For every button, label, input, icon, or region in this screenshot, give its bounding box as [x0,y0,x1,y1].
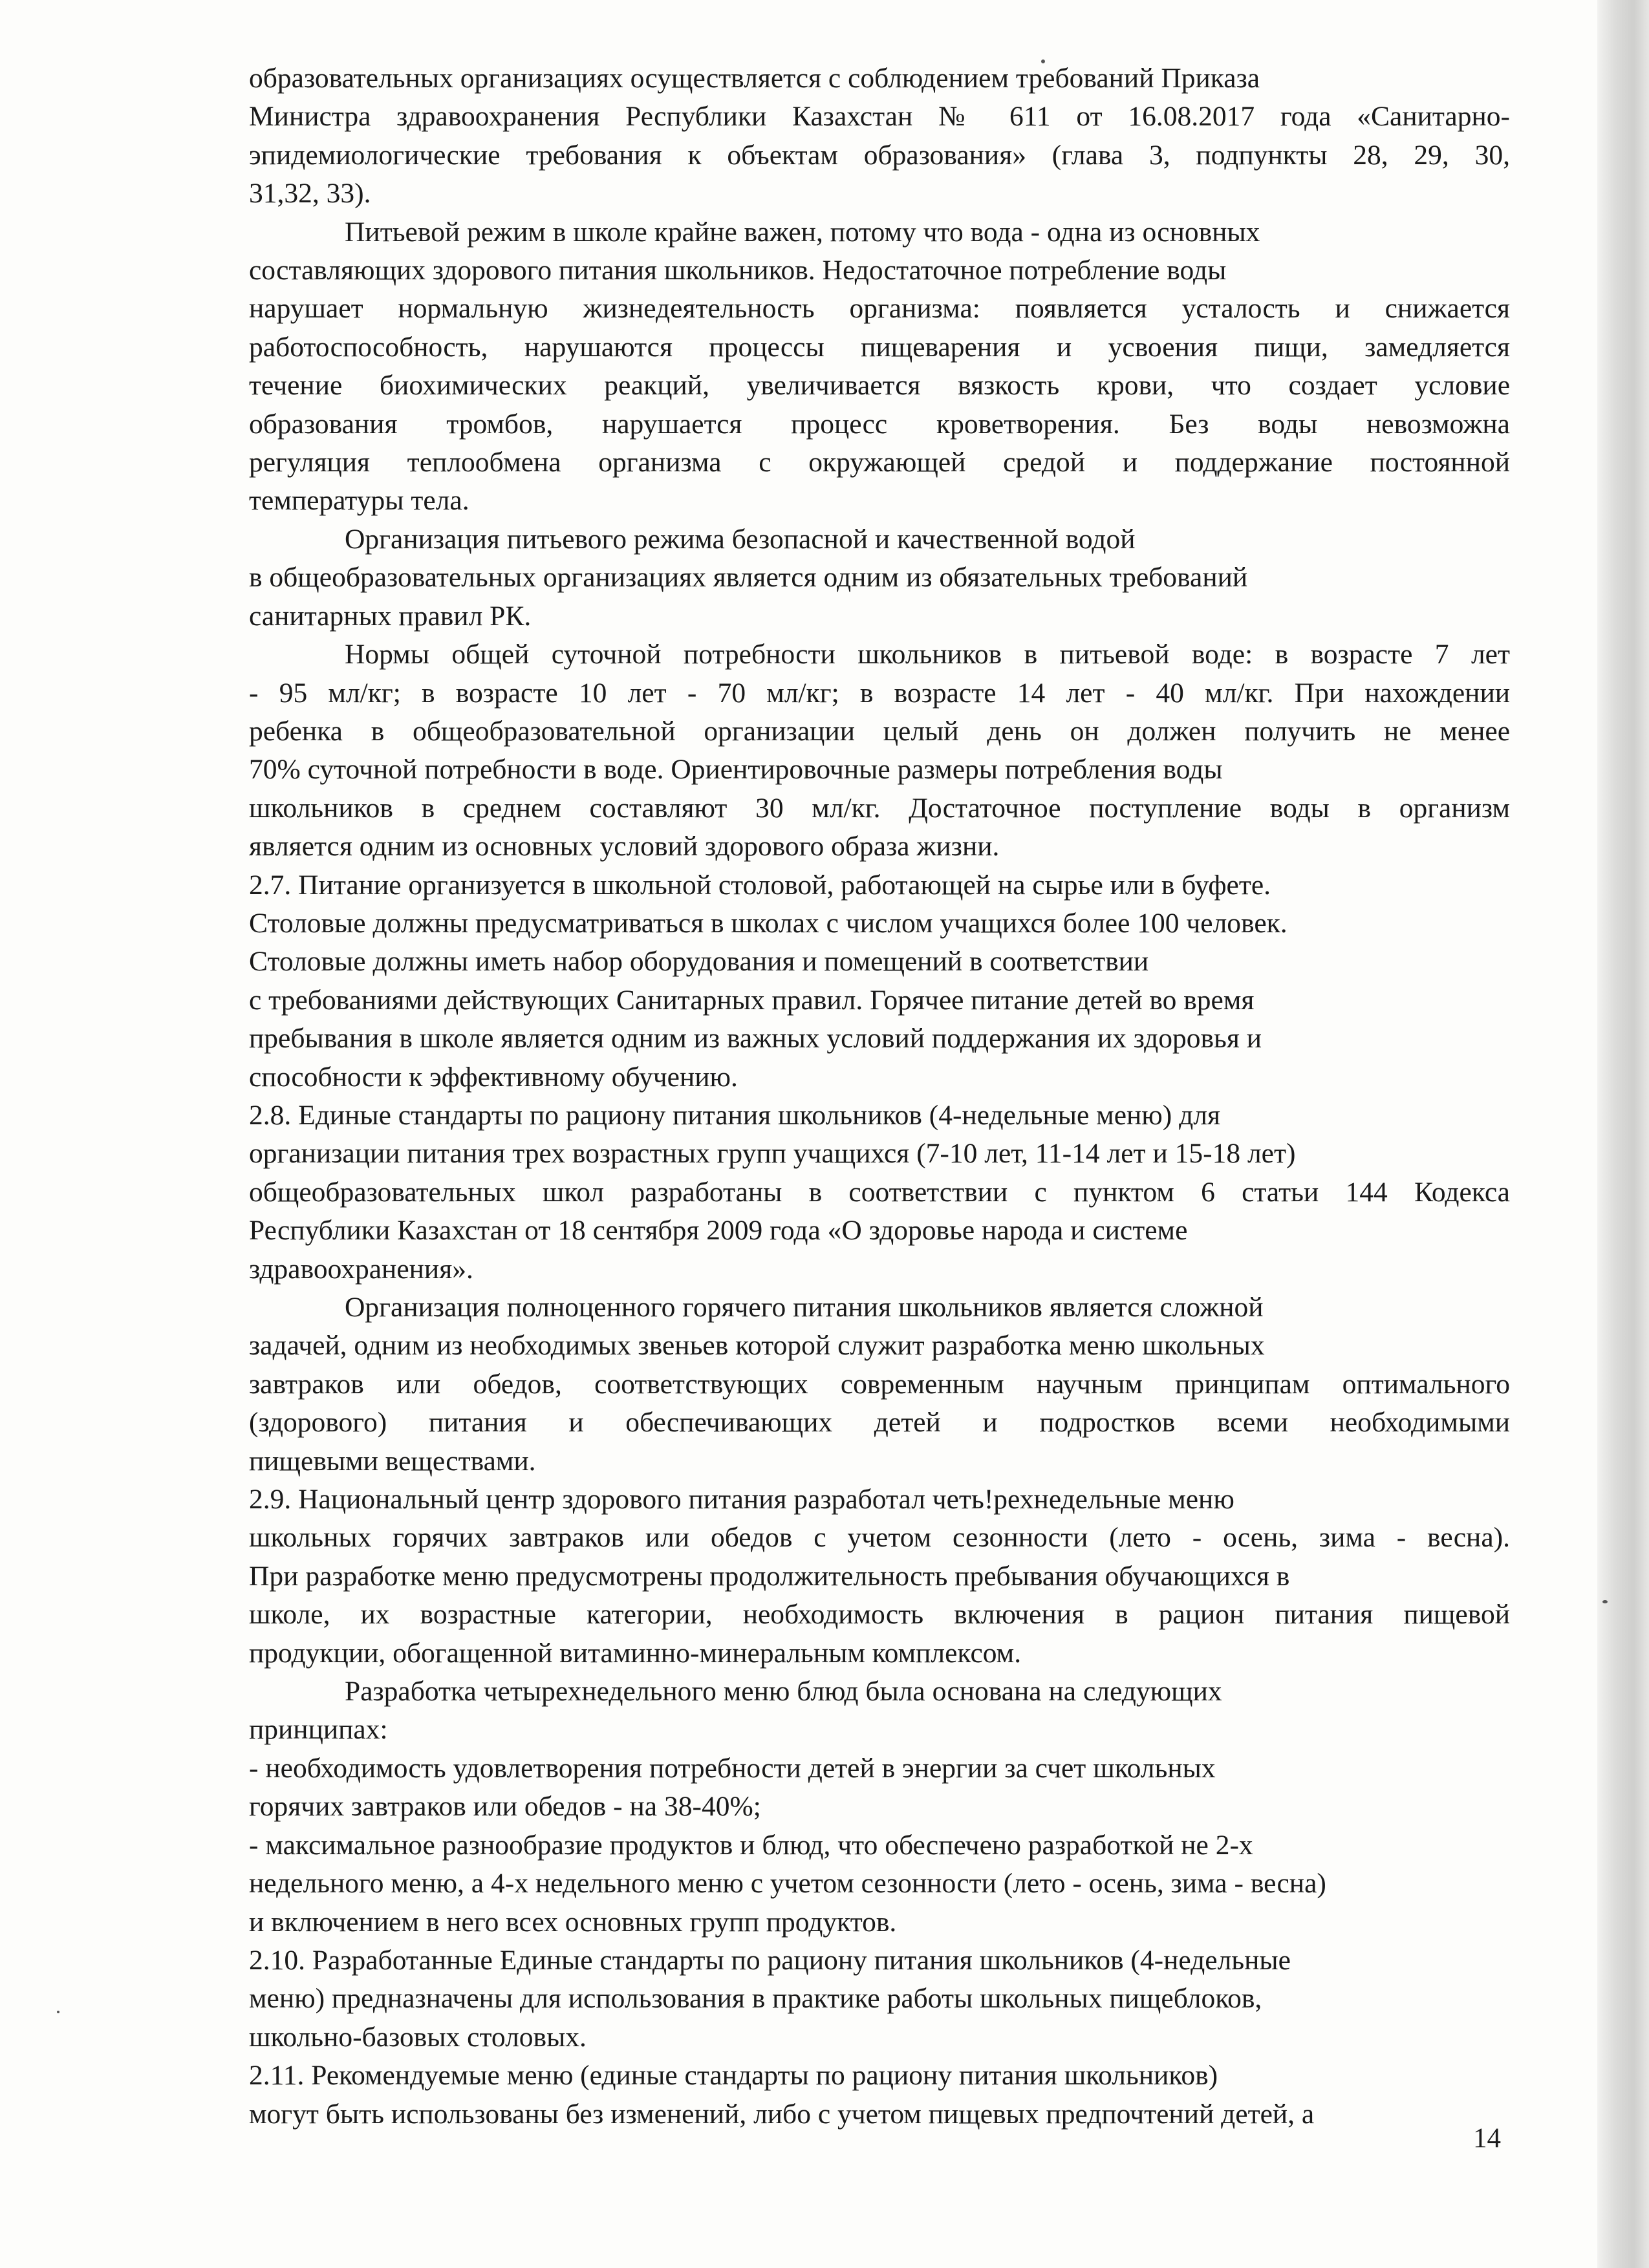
text-line: работоспособность, нарушаются процессы пищеварения и усвоения пищи, замедляется [249,331,1510,363]
text-line: Республики Казахстан от 18 сентября 2009 года «О здоровье народа и системе [249,1215,1188,1246]
text-line: недельного меню, а 4-х недельного меню с учетом сезонности (лето - осень, зима - весна) [249,1868,1326,1899]
text-line: Столовые должны иметь набор оборудования и помещений в соответствии [249,946,1149,978]
scan-speck [57,2011,59,2013]
text-line: санитарных правил РК. [249,600,532,632]
text-line: школьно-базовых столовых. [249,2021,587,2053]
text-line: организации питания трех возрастных групп учащихся (7-10 лет, 11-14 лет и 15-18 лет) [249,1138,1296,1170]
text-line: школьников в среднем составляют 30 мл/кг. Достаточное поступление воды в организм [249,792,1510,824]
text-line: меню) предназначены для использования в практике работы школьных пищеблоков, [249,1983,1262,2015]
page-number: 14 [1473,2123,1501,2154]
list-item-line: - необходимость удовлетворения потребности детей в энергии за счет школьных [249,1752,1216,1784]
section-heading-line: 2.8. Единые стандарты по рациону питания школьников (4-недельные меню) для [249,1099,1221,1131]
text-line: Министра здравоохранения Республики Казахстан № 611 от 16.08.2017 года «Санитарно- [249,101,1510,133]
text-line: в общеобразовательных организациях является одним из обязательных требований [249,562,1248,594]
paragraph-first-line: Организация питьевого режима безопасной и качественной водой [345,523,1136,555]
text-line: является одним из основных условий здорового образа жизни. [249,831,1000,862]
text-line: пребывания в школе является одним из важных условий поддержания их здоровья и [249,1023,1262,1054]
text-line: способности к эффективному обучению. [249,1061,738,1093]
text-line: составляющих здорового питания школьников. Недостаточное потребление воды [249,255,1227,286]
text-line: - 95 мл/кг; в возрасте 10 лет - 70 мл/кг; в возрасте 14 лет - 40 мл/кг. При нахождении [249,677,1510,709]
text-line: ребенка в общеобразовательной организации целый день он должен получить не менее [249,715,1510,747]
text-line: пищевыми веществами. [249,1445,536,1477]
text-line: горячих завтраков или обедов - на 38-40%; [249,1791,761,1823]
text-line: могут быть использованы без изменений, либо с учетом пищевых предпочтений детей, а [249,2098,1315,2130]
text-line: эпидемиологические требования к объектам образования» (глава 3, подпункты 28, 29, 30, [249,139,1510,171]
text-line: образовательных организациях осуществляется с соблюдением требований Приказа [249,63,1260,94]
text-line: и включением в него всех основных групп продуктов. [249,1906,897,1938]
text-line: продукции, обогащенной витаминно-минеральным комплексом. [249,1637,1022,1669]
text-line: 70% суточной потребности в воде. Ориентировочные размеры потребления воды [249,754,1223,786]
text-line: регуляция теплообмена организма с окружающей средой и поддержание постоянной [249,447,1510,478]
text-line: здравоохранения». [249,1253,473,1285]
body-text [249,59,1510,2134]
text-line: задачей, одним из необходимых звеньев которой служит разработка меню школьных [249,1330,1265,1362]
paragraph-first-line: Нормы общей суточной потребности школьников в питьевой воде: в возрасте 7 лет [345,639,1510,670]
text-line: 31,32, 33). [249,178,371,209]
text-line: (здорового) питания и обеспечивающих детей и подростков всеми необходимыми [249,1407,1510,1439]
paragraph-first-line: Питьевой режим в школе крайне важен, потому что вода - одна из основных [345,216,1260,248]
text-line: При разработке меню предусмотрены продолжительность пребывания обучающихся в [249,1560,1290,1592]
text-line: температуры тела. [249,485,469,517]
text-line: принципах: [249,1714,388,1746]
text-line: течение биохимических реакций, увеличивается вязкость крови, что создает условие [249,370,1510,401]
text-line: образования тромбов, нарушается процесс кроветворения. Без воды невозможна [249,408,1510,440]
list-item-line: - максимальное разнообразие продуктов и блюд, что обеспечено разработкой не 2-х [249,1829,1253,1861]
text-line: школьных горячих завтраков или обедов с учетом сезонности (лето - осень, зима - весна). [249,1522,1510,1554]
text-line: Столовые должны предусматриваться в школах с числом учащихся более 100 человек. [249,907,1288,939]
paragraph-first-line: Организация полноценного горячего питания школьников является сложной [345,1292,1264,1323]
scan-shadow-edge [1597,0,1649,2268]
text-line: общеобразовательных школ разработаны в соответствии с пунктом 6 статьи 144 Кодекса [249,1176,1510,1208]
text-line: нарушает нормальную жизнедеятельность организма: появляется усталость и снижается [249,293,1510,325]
section-heading-line: 2.11. Рекомендуемые меню (единые стандарты по рациону питания школьников) [249,2060,1218,2091]
section-heading-line: 2.7. Питание организуется в школьной столовой, работающей на сырье или в буфете. [249,869,1271,901]
section-heading-line: 2.10. Разработанные Единые стандарты по рациону питания школьников (4-недельные [249,1944,1291,1976]
text-line: школе, их возрастные категории, необходимость включения в рацион питания пищевой [249,1599,1510,1631]
text-line: с требованиями действующих Санитарных правил. Горячее питание детей во время [249,984,1255,1016]
text-line: завтраков или обедов, соответствующих современным научным принципам оптимального [249,1368,1510,1400]
paragraph-first-line: Разработка четырехнедельного меню блюд была основана на следующих [345,1676,1222,1707]
scan-speck [1602,1600,1608,1603]
section-heading-line: 2.9. Национальный центр здорового питания разработал четь!рехнедельные меню [249,1484,1234,1515]
